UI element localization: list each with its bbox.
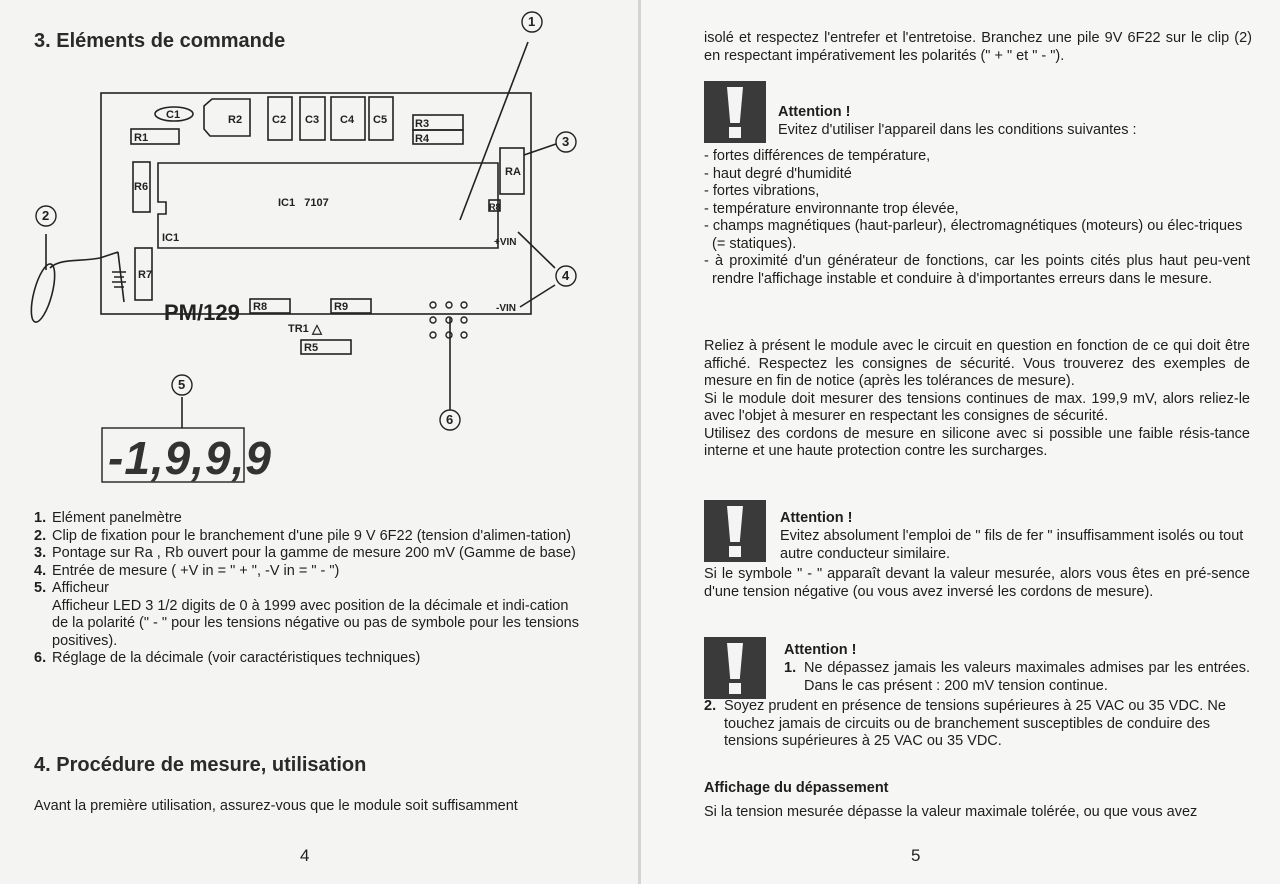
callout-4-line-plus (518, 232, 555, 268)
bullet-item: - à proximité d'un générateur de fonctions, car les points cités plus haut peu-vent rendre l'affichage instable et conduire à d'importantes erreurs dans le mesure. (704, 253, 1250, 287)
jumper-pin (430, 332, 436, 338)
battery-clip (27, 262, 60, 325)
list-item: Afficheur LED 3 1/2 digits de 0 à 1999 avec position de la décimale et indi-cation de la polarité (" - " pour les tensions négative ou pas de symbole pour les tensions positives). (52, 597, 579, 649)
label-r8: R8 (253, 301, 268, 313)
label-c5: C5 (373, 114, 388, 126)
warning-icon (704, 500, 766, 562)
overflow-title: Affichage du dépassement (704, 780, 889, 796)
connection-paragraph: Reliez à présent le module avec le circuit en question en fonction de ce qui doit être affiché. Respectez les consignes de sécurité. Vous trouverez des exemples de mesure en fin de notice (après les tolérances de mesure). Si le module doit mesurer des tensions continues de max. 199,9 mV, alors reliez-le avec l'objet à mesurer en respectant les consignes de sécurité. Utilisez des cordons de mesure en silicone avec si possible une faible résis-tance interne et une haute protection contre les surcharges. (704, 338, 1250, 459)
list-item: 6. Réglage de la décimale (voir caractéristiques techniques) (34, 650, 421, 666)
callout-4: 4 (562, 268, 570, 283)
label-r2: R2 (228, 114, 243, 126)
attention-1-bullets (704, 148, 1250, 288)
circuit-board-diagram (0, 0, 600, 500)
page-number-left: 4 (300, 846, 310, 865)
attention-2-title: Attention ! (780, 510, 853, 526)
callout-2: 2 (42, 208, 50, 223)
page-number-right: 5 (911, 846, 921, 865)
warning-icon (704, 81, 766, 143)
callout-3: 3 (562, 134, 570, 149)
callout-6: 6 (446, 412, 454, 427)
jumper-pin (446, 302, 452, 308)
jumper-pin (430, 302, 436, 308)
section-4-text: Avant la première utilisation, assurez-vous que le module soit suffisamment (34, 798, 518, 814)
bullet-item: - haut degré d'humidité (704, 165, 852, 182)
label-ic1-chip: IC1 7107 (278, 197, 329, 209)
bullet-item: - température environnante trop élevée, (704, 200, 959, 217)
list-item: 3. Pontage sur Ra , Rb ouvert pour la gamme de mesure 200 mV (Gamme de base) (34, 545, 576, 561)
attention-1-title: Attention ! (778, 104, 851, 120)
attention-2-after: Si le symbole " - " apparaît devant la valeur mesurée, alors vous êtes en pré-sence d'une tension négative (ou vous avez inversé les cordons de mesure). (704, 566, 1250, 600)
label-r1: R1 (134, 132, 149, 144)
bullet-item: - fortes différences de température, (704, 148, 931, 164)
attention-3-title: Attention ! (784, 642, 857, 658)
label-vin-minus: -VIN (496, 303, 516, 314)
battery-wire (50, 252, 124, 302)
callout-1: 1 (528, 14, 536, 29)
label-c2: C2 (272, 114, 287, 126)
jumper-pin (430, 317, 436, 323)
jumper-pin (461, 317, 467, 323)
label-c1: C1 (166, 109, 181, 121)
jumper-pin (446, 317, 452, 323)
label-vin-plus: +VIN (494, 237, 517, 248)
label-ra: RA (505, 166, 521, 178)
attention-1-text: Evitez d'utiliser l'appareil dans les conditions suivantes : (778, 122, 1137, 138)
display-value: -1,9,9,9 (108, 432, 272, 484)
label-r3: R3 (415, 118, 430, 130)
board-label: PM/129 (164, 300, 240, 325)
list-item: 2. Clip de fixation pour le branchement d'une pile 9 V 6F22 (tension d'alimen-tation) (34, 527, 571, 544)
label-r4: R4 (415, 133, 430, 145)
label-r6: R6 (134, 181, 149, 193)
attention-3-item-2: 2. Soyez prudent en présence de tensions supérieures à 25 VAC ou 35 VDC. Ne touchez jamais de circuits ou de branchement susceptibles de conduire des tensions supérieures à 25 VAC ou 35 VDC. (704, 698, 1226, 749)
label-rb: R8 (489, 202, 501, 212)
bullet-item: - fortes vibrations, (704, 183, 820, 199)
label-r7: R7 (138, 269, 153, 281)
right-page (641, 0, 1280, 884)
intro-text: isolé et respectez l'entrefer et l'entretoise. Branchez une pile 9V 6F22 sur le clip (2) en respectant impérativement les polarités (" + " et " - "). (704, 30, 1252, 64)
label-r9: R9 (334, 301, 349, 313)
bullet-item: - champs magnétiques (haut-parleur), électromagnétiques (moteurs) ou élec-triques (= statiques). (704, 218, 1243, 252)
callout-4-line-minus (520, 285, 555, 307)
r2-resistor (204, 99, 250, 136)
label-c3: C3 (305, 114, 320, 126)
jumper-pin (461, 302, 467, 308)
tr1-trimmer-icon: △ (312, 321, 322, 336)
list-item: 5. Afficheur (34, 580, 109, 596)
callout-5: 5 (178, 377, 186, 392)
list-item: 4. Entrée de mesure ( +V in = " + ", -V in = " - ") (34, 562, 340, 579)
attention-3-item-1: 1. Ne dépassez jamais les valeurs maximales admises par les entrées. Dans le cas présent : 200 mV tension continue. (784, 660, 1250, 694)
battery-symbol (112, 272, 126, 287)
section-3-title: 3. Eléments de commande (34, 30, 286, 52)
label-c4: C4 (340, 114, 355, 126)
label-tr1: TR1 (288, 323, 309, 335)
callout-3-line (524, 144, 556, 155)
jumper-pin (461, 332, 467, 338)
jumper-pin (446, 332, 452, 338)
label-ic1: IC1 (162, 232, 180, 244)
attention-2-text: Evitez absolument l'emploi de " fils de fer " insuffisamment isolés ou tout autre conducteur similaire. (780, 528, 1244, 562)
warning-icon (704, 637, 766, 699)
left-page (0, 0, 638, 884)
overflow-text: Si la tension mesurée dépasse la valeur maximale tolérée, ou que vous avez (704, 804, 1198, 820)
label-r5: R5 (304, 342, 319, 354)
list-item: 1. Elément panelmètre (34, 510, 182, 526)
control-elements-list (34, 510, 579, 668)
section-4-title: 4. Procédure de mesure, utilisation (34, 754, 367, 776)
